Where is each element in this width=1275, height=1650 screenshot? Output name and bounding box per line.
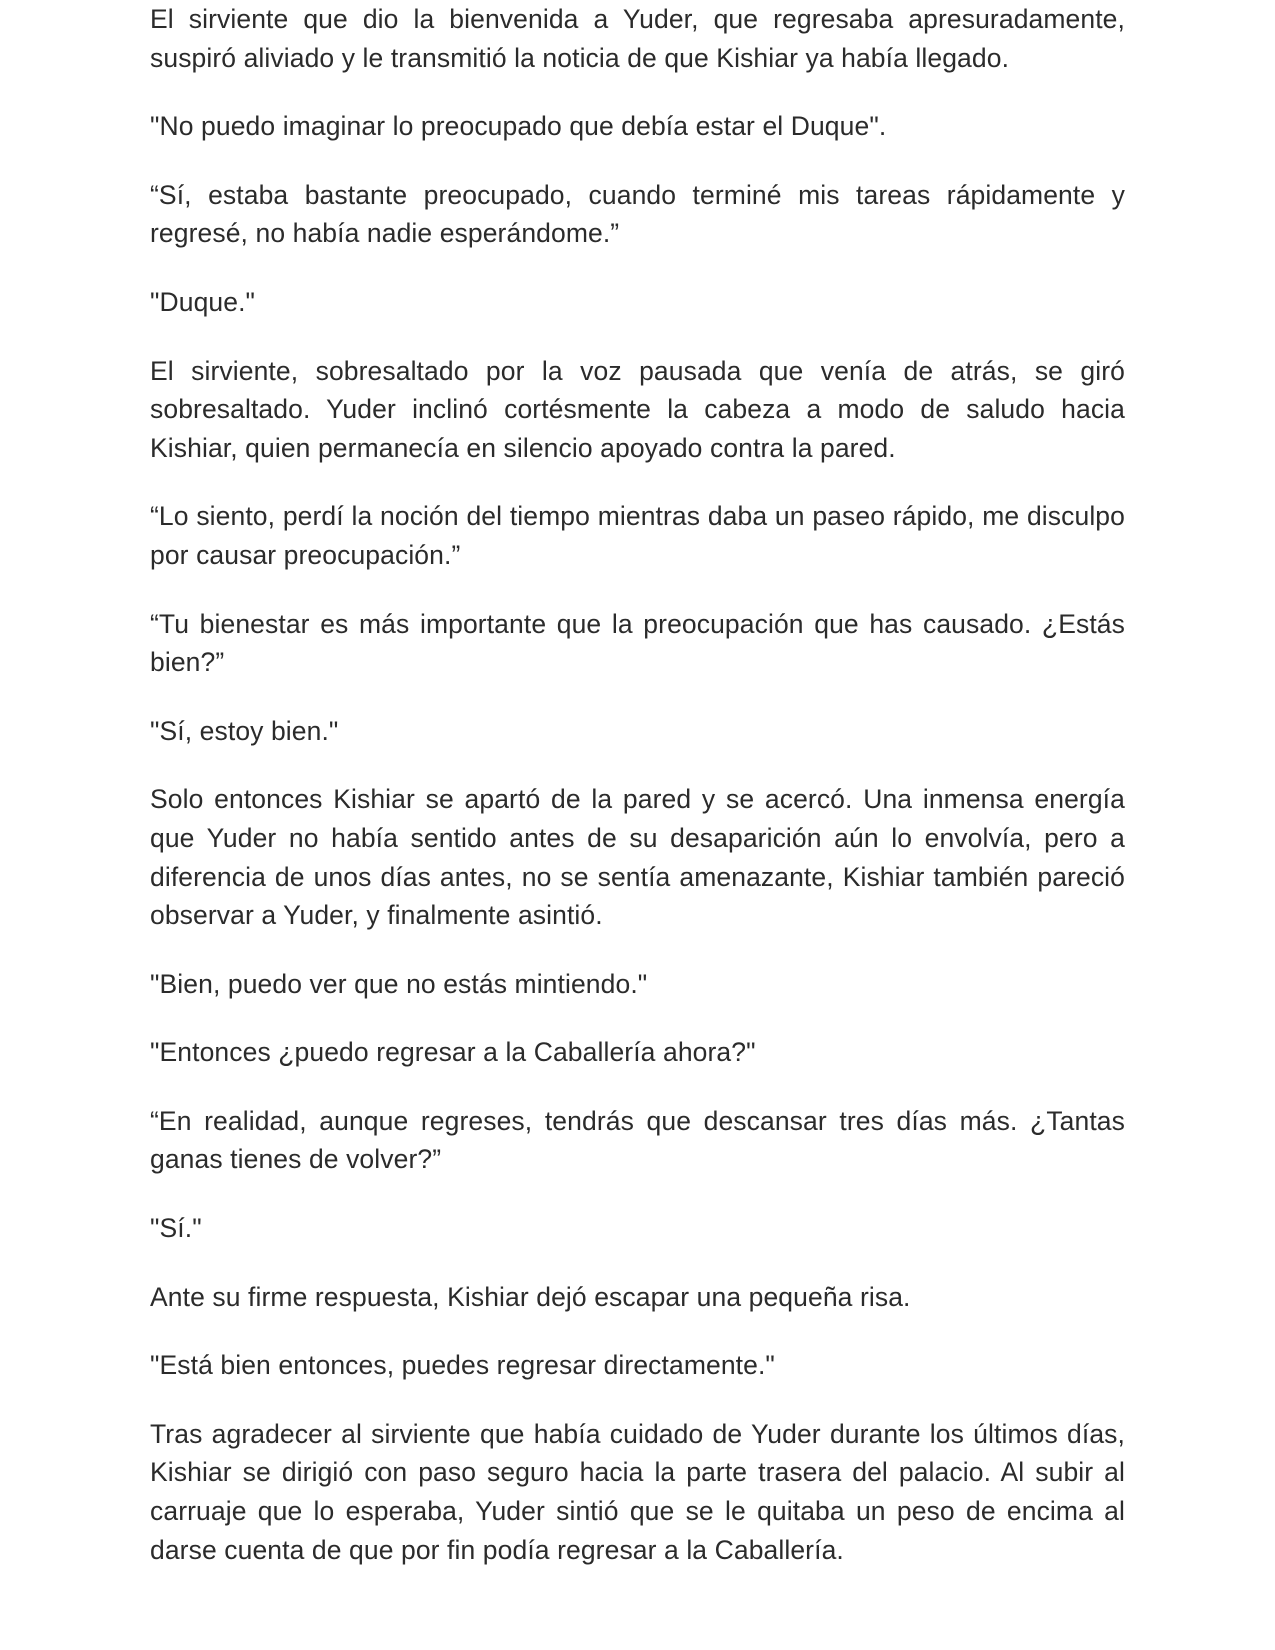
paragraph: "No puedo imaginar lo preocupado que debía estar el Duque".	[150, 111, 887, 142]
paragraph: Ante su firme respuesta, Kishiar dejó escapar una pequeña risa.	[150, 1281, 911, 1312]
paragraph: Tras agradecer al sirviente que había cuidado de Yuder durante los últimos días, Kishiar se dirigió con paso seguro hacia la parte trasera del palacio. Al subir al carruaje que lo esperaba, Yuder sintió que se le quitaba un peso de encima al darse cuenta de que por fin podía regresar a la Caballería.	[150, 1418, 1125, 1565]
paragraph: El sirviente, sobresaltado por la voz pausada que venía de atrás, se giró sobresaltado. Yuder inclinó cortésmente la cabeza a modo de saludo hacia Kishiar, quien permanecía en silencio apoyado contra la pared.	[150, 355, 1125, 463]
paragraph: El sirviente que dio la bienvenida a Yuder, que regresaba apresuradamente, suspiró aliviado y le transmitió la noticia de que Kishiar ya había llegado.	[150, 4, 1125, 73]
paragraph: "Bien, puedo ver que no estás mintiendo."	[150, 968, 648, 999]
paragraph: "Sí."	[150, 1213, 202, 1244]
paragraph: “Tu bienestar es más importante que la preocupación que has causado. ¿Estás bien?”	[150, 608, 1125, 678]
paragraph: “Sí, estaba bastante preocupado, cuando terminé mis tareas rápidamente y regresé, no había nadie esperándome.”	[150, 179, 1125, 249]
document-page	[150, 0, 1125, 1599]
paragraph: “En realidad, aunque regreses, tendrás que descansar tres días más. ¿Tantas ganas tienes de volver?”	[150, 1105, 1125, 1175]
paragraph: “Lo siento, perdí la noción del tiempo mientras daba un paseo rápido, me disculpo por causar preocupación.”	[150, 501, 1125, 570]
paragraph: "Está bien entonces, puedes regresar directamente."	[150, 1350, 775, 1381]
paragraph: Solo entonces Kishiar se apartó de la pared y se acercó. Una inmensa energía que Yuder no había sentido antes de su desaparición aún lo envolvía, pero a diferencia de unos días antes, no se sentía amenazante, Kishiar también pareció observar a Yuder, y finalmente asintió.	[150, 784, 1125, 931]
paragraph: "Duque."	[150, 286, 256, 317]
paragraph: "Sí, estoy bien."	[150, 715, 339, 746]
paragraph: "Entonces ¿puedo regresar a la Caballería ahora?"	[150, 1037, 756, 1068]
